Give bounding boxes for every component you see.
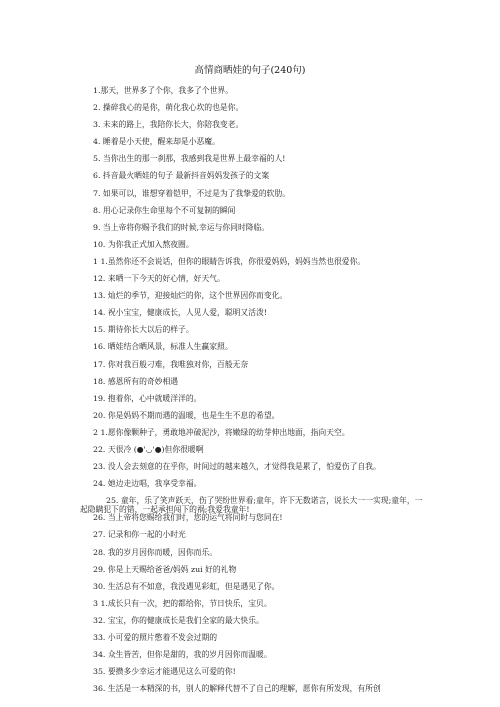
- page-title: 高情商晒娃的句子(240句): [194, 65, 306, 76]
- item-number: 14.: [93, 308, 106, 318]
- item-number: 7.: [93, 188, 101, 198]
- item-text: 小可爱的照片憋着不发会过期的: [105, 633, 218, 642]
- list-item: [0, 155, 500, 172]
- item-number: 2.: [93, 103, 101, 113]
- item-number: 1.: [93, 86, 101, 95]
- item-text: 未来的路上，我陪你长大，你陪我变老。: [100, 120, 244, 130]
- list-item: [0, 292, 500, 309]
- item-text: 那天，世界多了个你，我多了个世界。: [100, 86, 233, 95]
- item-number: 22.: [93, 444, 106, 454]
- item-text: 没人会去刻意的在乎你，时间过的越来越久，才觉得我是累了，怕爱伤了自我。: [105, 462, 381, 472]
- list-item: [0, 685, 500, 702]
- item-number: 26.: [93, 513, 106, 523]
- item-number: 8.: [93, 205, 101, 215]
- list-item: [0, 87, 500, 104]
- item-number: 4.: [93, 137, 101, 147]
- list-item: [0, 651, 500, 668]
- item-number: 18.: [93, 376, 106, 386]
- list-item: [0, 138, 500, 155]
- list-item: [0, 172, 500, 189]
- list-item: [0, 378, 500, 395]
- item-number: 16.: [93, 342, 106, 352]
- list-item: [0, 190, 500, 207]
- list-item: [0, 275, 500, 292]
- item-number: 5.: [93, 154, 101, 164]
- list-item: [0, 514, 500, 531]
- item-text: 如果可以，谁想穿着铠甲，不过是为了我挚爱的软肋。: [100, 188, 291, 198]
- item-text: 当上帝将你赐予我们的时候,幸运与你同时降临。: [100, 222, 270, 232]
- item-text: 感恩所有的奇妙相遇: [105, 376, 179, 386]
- list-item: [0, 326, 500, 343]
- item-number: 34.: [93, 650, 106, 660]
- item-number: 12.: [93, 274, 106, 284]
- list-item: [0, 531, 500, 548]
- item-text: 我的岁月因你而暖，因你而乐。: [105, 547, 218, 557]
- item-number: 17.: [93, 359, 106, 369]
- sentence-list: [0, 87, 500, 702]
- item-text: 为你我正式加入熬夜圈。: [105, 239, 194, 249]
- list-item: [0, 412, 500, 429]
- item-text: 操碎我心的是你，萌化我心坎的也是你。: [100, 103, 244, 113]
- item-number: 19.: [93, 393, 106, 403]
- list-item: [0, 395, 500, 412]
- list-item: [0, 634, 500, 651]
- list-item: [0, 429, 500, 446]
- list-item: [0, 241, 500, 258]
- item-text: 抱着你，心中就暖洋洋的。: [105, 393, 202, 403]
- item-text: 睡着是小天使，醒来却是小恶魔。: [100, 137, 220, 147]
- item-number: 23.: [93, 462, 106, 472]
- item-number: 13.: [93, 291, 106, 301]
- item-number: 27.: [93, 530, 106, 540]
- list-item: [0, 207, 500, 224]
- list-item: [0, 497, 500, 514]
- list-item: [0, 463, 500, 480]
- list-item: [0, 258, 500, 275]
- item-number: 30.: [93, 581, 106, 591]
- item-text: 宝宝，你的健康成长是我们全家的最大快乐。: [105, 615, 264, 625]
- list-item: [0, 566, 500, 583]
- item-number: 33.: [93, 633, 106, 642]
- item-number: 15.: [93, 325, 106, 335]
- item-number: 2: [93, 427, 98, 437]
- list-item: [0, 668, 500, 685]
- item-text: 灿烂的季节，迎接灿烂的你，这个世界因你而变化。: [105, 291, 288, 301]
- item-text: 要攒多少幸运才能遇见这么可爱的你!: [105, 667, 236, 677]
- list-item: [0, 361, 500, 378]
- list-item: [0, 104, 500, 121]
- list-item: [0, 446, 500, 463]
- item-text: 晒娃结合晒风景，标准人生赢家照。: [105, 342, 233, 352]
- list-item: [0, 617, 500, 634]
- item-text: 你对我百般刁难，我唯独对你，百般无奈: [105, 359, 249, 369]
- item-number: 3.: [93, 120, 101, 130]
- item-text: 她边走边唱，我享受幸福。: [105, 479, 202, 489]
- item-text: 当你出生的那一刹那，我感到我是世界上最幸福的人!: [100, 154, 286, 164]
- item-text: 你是上天赐给爸爸/妈妈 zui 好的礼物: [105, 564, 237, 574]
- item-text: 1.虽然你还不会说话，但你的眼睛告诉我，你很爱妈妈，妈妈当然也很爱你。: [97, 256, 366, 266]
- list-item: [0, 549, 500, 566]
- list-item: [0, 600, 500, 617]
- item-text: 抖音最火晒娃的句子 最新抖音妈妈发孩子的文案: [100, 171, 270, 181]
- item-number: 29.: [93, 564, 106, 574]
- item-text: 来哂一下今天的好心情，好天气。: [105, 274, 225, 284]
- item-text: 生活是一本精深的书，别人的解释代替不了自己的理解，愿你有所发现，有所创: [105, 684, 381, 694]
- list-item: [0, 343, 500, 360]
- item-text: 用心记录你生命里每个不可复制的瞬间: [100, 205, 236, 215]
- item-text: 期待你长大以后的样子。: [105, 325, 194, 335]
- list-item: [0, 121, 500, 138]
- item-number: 9.: [93, 222, 101, 232]
- list-item: [0, 480, 500, 497]
- item-number: 25.: [106, 496, 119, 506]
- item-text: 天很冷 (●'◡'●)但你很暖啊: [105, 444, 204, 454]
- item-text: 众生皆苦，但你是甜的，我的岁月因你而温暖。: [105, 650, 272, 660]
- item-number: 3: [93, 598, 98, 608]
- item-text: 1.愿你像颗种子，勇敢地冲破泥沙，将嫩绿的幼芽伸出地面，指向天空。: [97, 427, 350, 437]
- item-number: 6.: [93, 171, 101, 181]
- item-number: 32.: [93, 615, 106, 625]
- list-item: [0, 309, 500, 326]
- item-number: 10.: [93, 239, 106, 249]
- item-text: 祝小宝宝，健康成长，人见人爱，聪明又活泼!: [105, 308, 267, 318]
- item-number: 24.: [93, 479, 106, 489]
- item-text: 你是妈妈不期而遇的温暖，也是生生不息的希望。: [105, 410, 280, 420]
- item-text: 1.成长只有一次，把的都给你，节日快乐，宝贝。: [97, 598, 272, 608]
- list-item: [0, 583, 500, 600]
- item-number: 1: [93, 256, 98, 266]
- item-number: 20.: [93, 410, 106, 420]
- item-text: 生活总有不如意，我没遇见彩虹，但是遇见了你。: [105, 581, 280, 591]
- item-number: 35.: [93, 667, 106, 677]
- item-text: 当上帝将您赐给我们时，您的运气将同时与您同在!: [105, 513, 283, 523]
- item-text: 记录和你一起的小时光: [105, 530, 186, 540]
- item-number: 36.: [93, 684, 106, 694]
- list-item: [0, 224, 500, 241]
- item-number: 28.: [93, 547, 106, 557]
- item-text: 童年，乐了笑声跃天，伤了哭纷世界看;童年，许下无数诺言，说长大一一实现;童年，一起隐瞒犯下的错，一起承担闯下的祸;我爱我童年!: [80, 496, 423, 514]
